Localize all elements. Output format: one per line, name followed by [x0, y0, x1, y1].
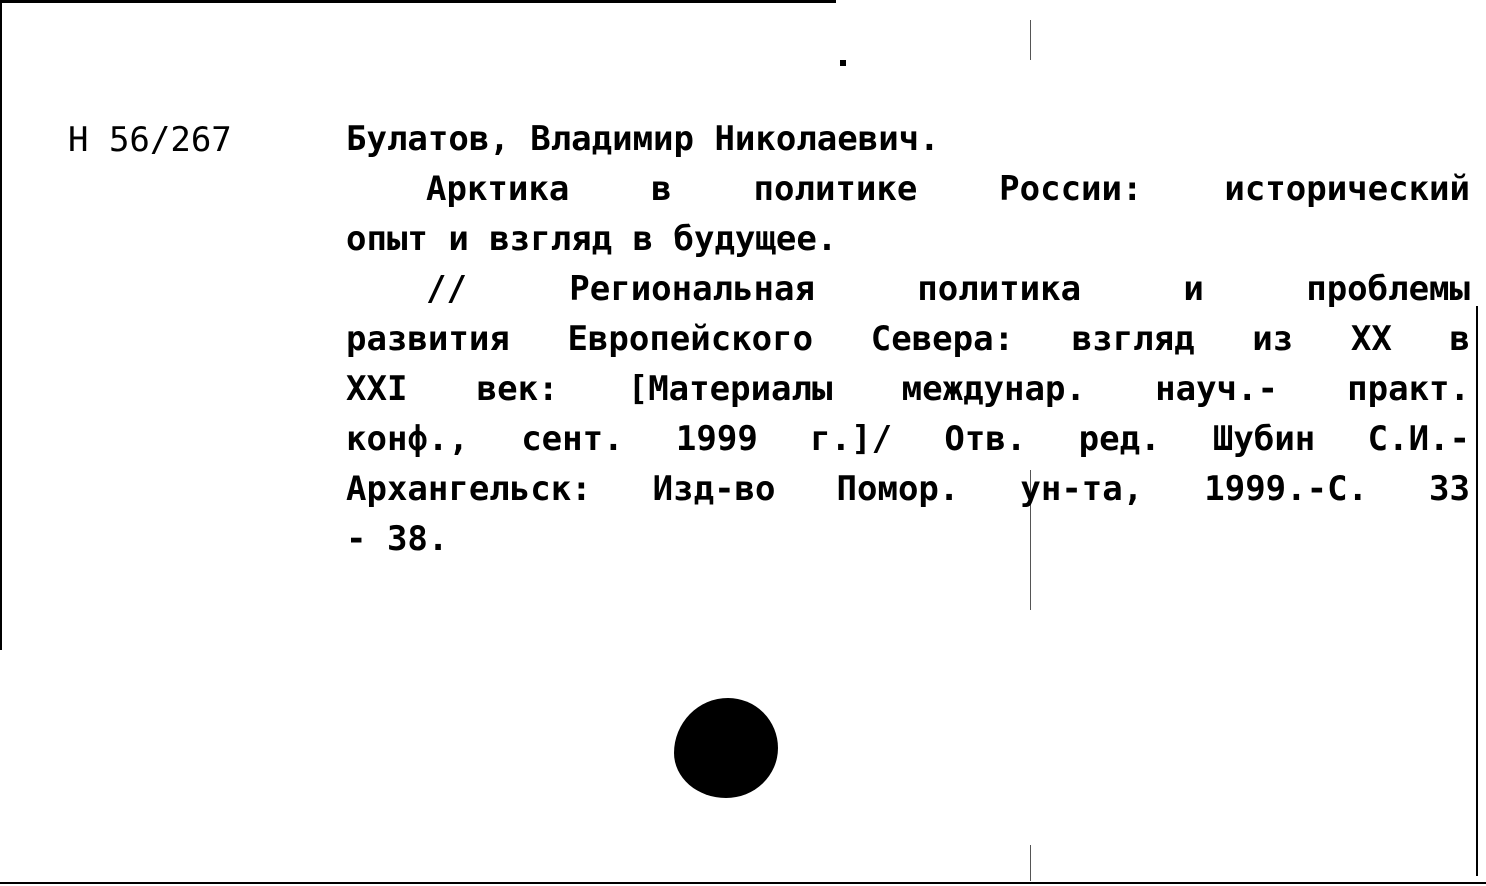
card-top-edge [0, 0, 836, 3]
author-heading: Булатов, Владимир Николаевич. [346, 119, 940, 159]
source-line: конф., сент. 1999 г.]/ Отв. ред. Шубин С.И.- [346, 419, 1470, 459]
card-punch-hole [674, 698, 778, 798]
call-number: Н 56/267 [68, 120, 232, 160]
source-line: Архангельск: Изд-во Помор. ун-та, 1999.-С. 33 [346, 469, 1470, 509]
card-bottom-edge [0, 882, 1486, 884]
source-line: - 38. [346, 519, 449, 559]
ink-speck [840, 60, 846, 66]
card-right-edge [1476, 306, 1478, 876]
source-line: XXI век: [Материалы междунар. науч.- практ. [346, 369, 1470, 409]
scan-artifact-line [1030, 20, 1031, 60]
source-line: // Региональная политика и проблемы [426, 269, 1470, 309]
title-line: Арктика в политике России: исторический [426, 169, 1470, 209]
scan-artifact-line [1030, 845, 1031, 881]
card-left-edge [0, 0, 2, 650]
title-line: опыт и взгляд в будущее. [346, 219, 838, 259]
source-line: развития Европейского Севера: взгляд из XX в [346, 319, 1470, 359]
catalog-entry [346, 114, 1470, 564]
